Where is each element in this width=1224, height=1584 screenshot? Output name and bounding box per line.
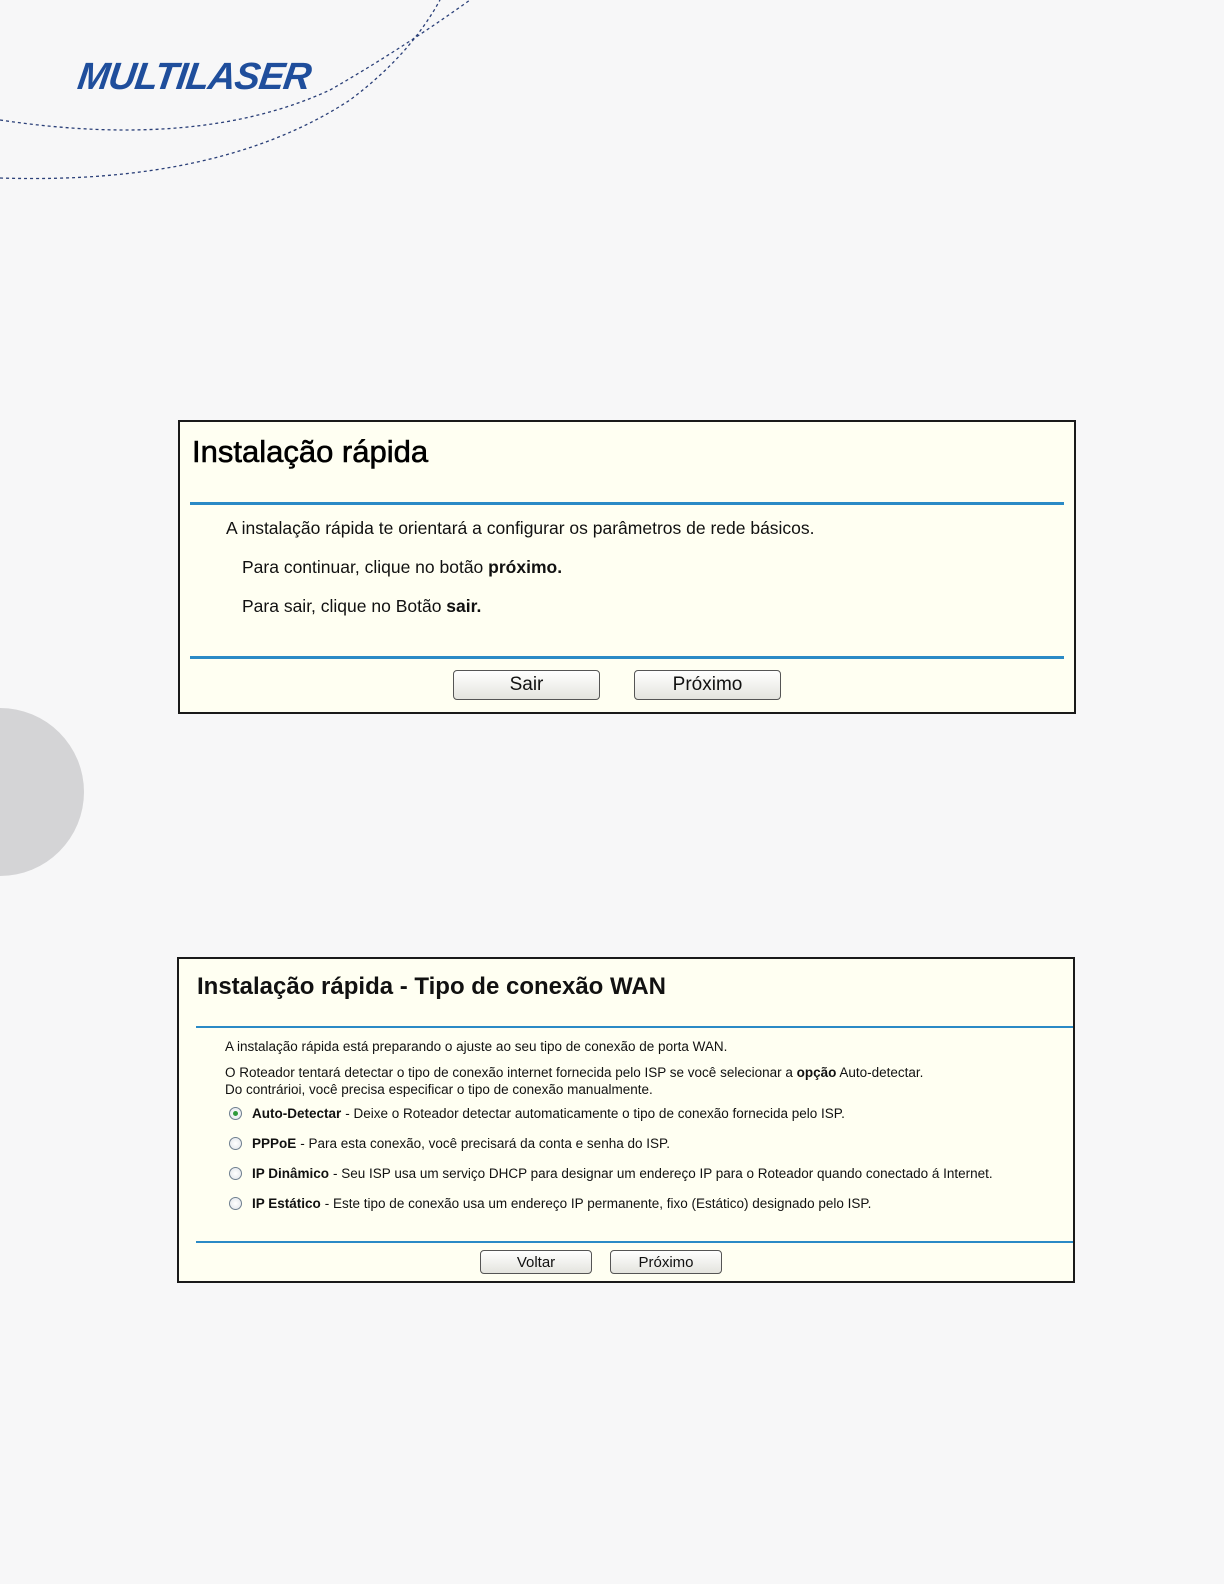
exit-instruction: Para sair, clique no Botão sair. (242, 596, 482, 616)
continue-instruction: Para continuar, clique no botão próximo. (242, 557, 563, 577)
divider (190, 656, 1064, 659)
next-button[interactable]: Próximo (634, 670, 781, 700)
option-pppoe[interactable]: PPPoE - Para esta conexão, você precisará da conta e senha do ISP. (229, 1136, 670, 1151)
quick-setup-panel (178, 420, 1076, 714)
multilaser-logo: MULTILASER (75, 56, 314, 98)
exit-button[interactable]: Sair (453, 670, 600, 700)
option-static-ip[interactable]: IP Estático - Este tipo de conexão usa um endereço IP permanente, fixo (Estático) designado pelo ISP. (229, 1196, 871, 1211)
intro-text: A instalação rápida te orientará a configurar os parâmetros de rede básicos. (226, 518, 815, 538)
wan-connection-type-panel (177, 957, 1075, 1283)
auto-detect-note: O Roteador tentará detectar o tipo de conexão internet fornecida pelo ISP se você selecionar a opção Auto-detectar. (225, 1065, 924, 1080)
back-button[interactable]: Voltar (480, 1250, 592, 1274)
manual-note: Do contrárioi, você precisa especificar o tipo de conexão manualmente. (225, 1082, 653, 1097)
wan-intro-text: A instalação rápida está preparando o ajuste ao seu tipo de conexão de porta WAN. (225, 1039, 728, 1054)
radio-icon[interactable] (229, 1167, 242, 1180)
radio-icon[interactable] (229, 1137, 242, 1150)
divider (190, 502, 1064, 505)
divider (196, 1026, 1073, 1028)
next-button[interactable]: Próximo (610, 1250, 722, 1274)
page-title: Instalação rápida (192, 434, 429, 469)
option-dynamic-ip[interactable]: IP Dinâmico - Seu ISP usa um serviço DHCP para designar um endereço IP para o Roteador quando conectado á Internet. (229, 1166, 993, 1181)
option-auto-detect[interactable]: Auto-Detectar - Deixe o Roteador detectar automaticamente o tipo de conexão fornecida pelo ISP. (229, 1106, 845, 1121)
radio-checked-icon[interactable] (229, 1107, 242, 1120)
page-title: Instalação rápida - Tipo de conexão WAN (197, 973, 666, 1000)
divider (196, 1241, 1073, 1243)
radio-icon[interactable] (229, 1197, 242, 1210)
